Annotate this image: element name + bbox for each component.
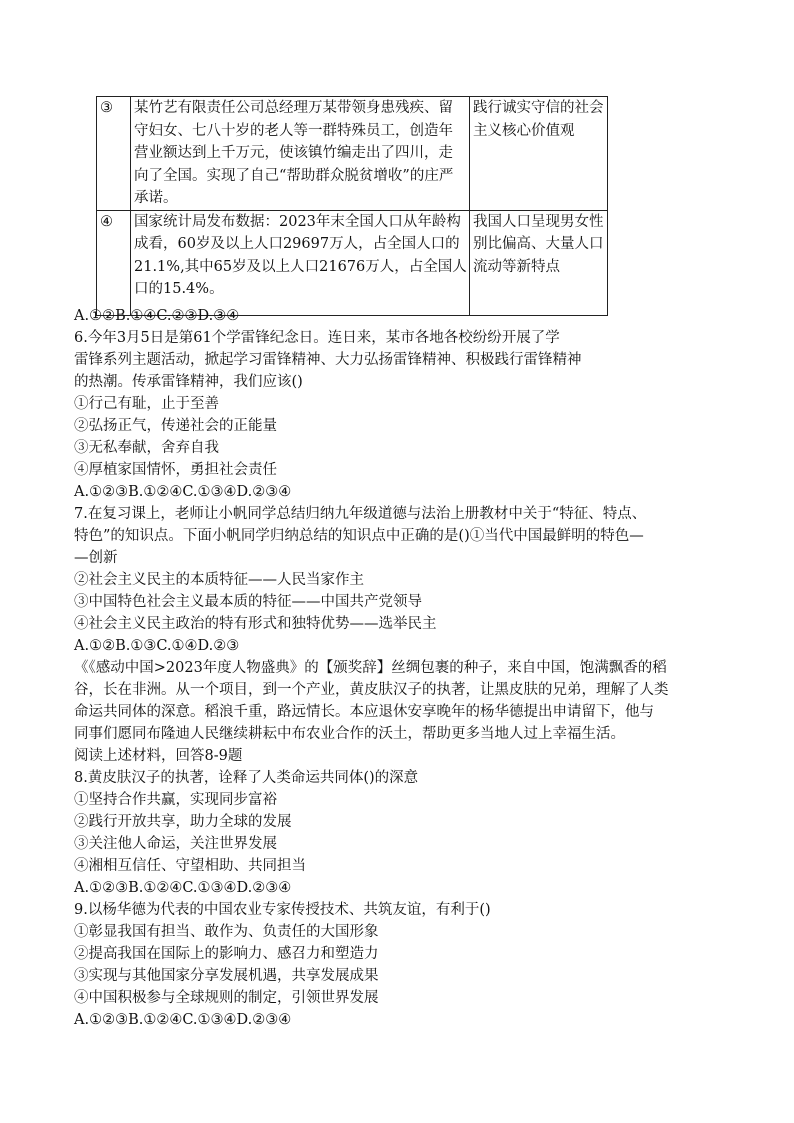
question-6-stem: 6.今年3月5日是第61个学雷锋纪念日。连日来，某市各地各校纷纷开展了学 bbox=[74, 330, 560, 346]
question-7-stem: —创新 bbox=[74, 550, 118, 566]
statement-item: ①坚持合作共赢，实现同步富裕 bbox=[74, 792, 277, 808]
question-7-stem: 特色”的知识点。下面小帆同学归纳总结的知识点中正确的是()①当代中国最鲜明的特色— bbox=[74, 528, 644, 544]
statement-item: ④中国积极参与全球规则的制定，引领世界发展 bbox=[74, 990, 379, 1006]
reading-material: 谷，长在非洲。从一个项目，到一个产业，黄皮肤汉子的执著，让黑皮肤的兄弟，理解了人类 bbox=[74, 682, 669, 698]
statement-item: ②弘扬正气，传递社会的正能量 bbox=[74, 418, 277, 434]
question-7-stem: 7.在复习课上，老师让小帆同学总结归纳九年级道德与法治上册教材中关于“特征、特点、 bbox=[74, 506, 647, 522]
statement-item: ③无私奉献，舍弃自我 bbox=[74, 440, 219, 456]
reading-instruction: 阅读上述材料，回答8-9题 bbox=[74, 748, 243, 764]
answer-options: A.①②③B.①②④C.①③④D.②③④ bbox=[74, 484, 292, 500]
answer-options: A.①②B.①③C.①④D.②③ bbox=[74, 638, 240, 654]
statement-item: ③实现与其他国家分享发展机遇，共享发展成果 bbox=[74, 968, 379, 984]
statement-item: ②社会主义民主的本质特征——人民当家作主 bbox=[74, 572, 364, 588]
question-6-stem: 雷锋系列主题活动，掀起学习雷锋精神、大力弘扬雷锋精神、积极践行雷锋精神 bbox=[74, 352, 582, 368]
material-table bbox=[96, 96, 608, 316]
statement-item: ③关注他人命运，关注世界发展 bbox=[74, 836, 277, 852]
statement-item: ②践行开放共享，助力全球的发展 bbox=[74, 814, 292, 830]
row-number: ③ bbox=[97, 97, 131, 211]
answer-options: A.①②B.①④C.②③D.③④ bbox=[74, 308, 240, 324]
statement-item: ④厚植家国情怀，勇担社会责任 bbox=[74, 462, 277, 478]
statement-item: ②提高我国在国际上的影响力、感召力和塑造力 bbox=[74, 946, 379, 962]
statement-item: ①行己有耻，止于至善 bbox=[74, 396, 219, 412]
reading-material: 《《感动中国>2023年度人物盛典》的【颁奖辞】丝绸包裹的种子，来自中国，饱满飘香的稻 bbox=[74, 660, 667, 676]
reading-material: 命运共同体的深意。稻浪千重，路远情长。本应退休安享晚年的杨华德提出申请留下，他与 bbox=[74, 704, 654, 720]
statement-item: ①彰显我国有担当、敢作为、负责任的大国形象 bbox=[74, 924, 379, 940]
reading-material: 同事们愿同布隆迪人民继续耕耘中布农业合作的沃土，帮助更多当地人过上幸福生活。 bbox=[74, 726, 625, 742]
row-number: ④ bbox=[97, 210, 131, 315]
table-row bbox=[97, 97, 608, 211]
question-8-stem: 8.黄皮肤汉子的执著，诠释了人类命运共同体()的深意 bbox=[74, 770, 419, 786]
table-row bbox=[97, 210, 608, 315]
question-9-stem: 9.以杨华德为代表的中国农业专家传授技术、共筑友谊，有利于() bbox=[74, 902, 491, 918]
statement-item: ④社会主义民主政治的特有形式和独特优势——选举民主 bbox=[74, 616, 437, 632]
statement-item: ③中国特色社会主义最本质的特征——中国共产党领导 bbox=[74, 594, 422, 610]
question-6-stem: 的热潮。传承雷锋精神，我们应该() bbox=[74, 374, 303, 390]
row-viewpoint: 我国人口呈现男女性别比偏高、大量人口流动等新特点 bbox=[470, 210, 608, 315]
row-material: 某竹艺有限责任公司总经理万某带领身患残疾、留守妇女、七八十岁的老人等一群特殊员工，创造年营业额达到上千万元，使该镇竹编走出了四川，走向了全国。实现了自己“帮助群众脱贫增收”的庄严承诺。 bbox=[131, 97, 470, 211]
row-material: 国家统计局发布数据：2023年末全国人口从年龄构成看，60岁及以上人口29697万人，占全国人口的21.1%,其中65岁及以上人口21676万人，占全国人口的15.4%。 bbox=[131, 210, 470, 315]
answer-options: A.①②③B.①②④C.①③④D.②③④ bbox=[74, 880, 292, 896]
statement-item: ④湘相互信任、守望相助、共同担当 bbox=[74, 858, 306, 874]
answer-options: A.①②③B.①②④C.①③④D.②③④ bbox=[74, 1012, 292, 1028]
row-viewpoint: 践行诚实守信的社会主义核心价值观 bbox=[470, 97, 608, 211]
